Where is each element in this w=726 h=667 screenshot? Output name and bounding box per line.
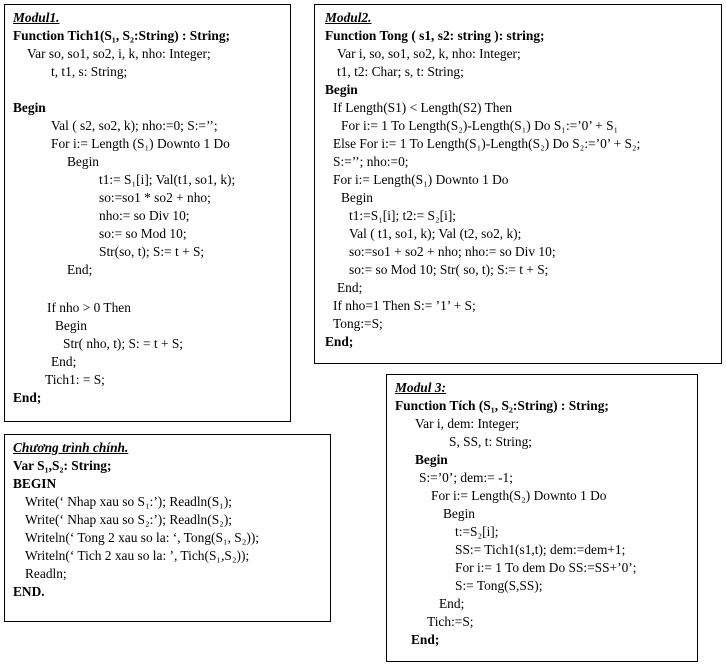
modul2-code-line: If nho=1 Then S:= ’1’ + S;	[333, 298, 476, 313]
modul1-code-line: so:=so1 * so2 + nho;	[99, 190, 211, 205]
modul2-code-line: t1, t2: Char; s, t: String;	[337, 64, 464, 79]
modul2-code-line: For i:= Length(S₁) Downto 1 Do	[333, 172, 509, 187]
modul1-code-line: For i:= Length (S₁) Downto 1 Do	[51, 136, 230, 151]
main-code-line: Writeln(‘ Tich 2 xau so la: ’, Tich(S₁,S₂));	[25, 548, 250, 563]
modul1-code-line: Str(so, t); S:= t + S;	[99, 244, 205, 259]
modul3-code-line: Var i, dem: Integer;	[415, 416, 520, 431]
modul3-heading: Modul 3:	[395, 380, 446, 395]
modul1-code-line: Str( nho, t); S: = t + S;	[63, 336, 184, 351]
modul2-code-line: Val ( t1, so1, k); Val (t2, so2, k);	[349, 226, 522, 241]
modul1-code-line: Begin	[55, 318, 87, 333]
modul1-code-line: t1:= S₁[i]; Val(t1, so1, k);	[99, 172, 236, 187]
main-code-line: Var S₁,S₂: String;	[13, 458, 112, 473]
modul2-code-line: Function Tong ( s1, s2: string ): string;	[325, 28, 545, 43]
modul3-code-line: t:=S₂[i];	[455, 524, 499, 539]
main-code-line: BEGIN	[13, 476, 57, 491]
main-heading: Chương trình chính.	[13, 440, 129, 455]
modul2-code-line: End;	[325, 334, 354, 349]
modul1-code-line: t, t1, s: String;	[51, 64, 128, 79]
modul2-code-line: S:=’’; nho:=0;	[333, 154, 409, 169]
modul2-code-line: Var i, so, so1, so2, k, nho: Integer;	[337, 46, 521, 61]
modul1-code-line: nho:= so Div 10;	[99, 208, 190, 223]
modul3-code-line: Function Tích (S₁, S₂:String) : String;	[395, 398, 609, 413]
modul1-heading: Modul1.	[13, 10, 60, 25]
modul3-code-line: End;	[439, 596, 465, 611]
modul2-code-line: End;	[337, 280, 363, 295]
modul2-box	[314, 4, 722, 364]
modul2-code-line: For i:= 1 To Length(S₂)-Length(S₁) Do S₁:=’0’ + S₁	[341, 118, 619, 133]
modul3-code-line: S:= Tong(S,SS);	[455, 578, 543, 593]
main-code-line: Readln;	[25, 566, 67, 581]
main-code-line: Write(‘ Nhap xau so S₁:’); Readln(S₁);	[25, 494, 233, 509]
modul3-code-line: S, SS, t: String;	[449, 434, 532, 449]
modul3-box	[386, 374, 698, 662]
modul1-box	[4, 4, 291, 422]
modul2-code-line: Else For i:= 1 To Length(S₁)-Length(S₂) Do S₂:=’0’ + S₂;	[333, 136, 641, 151]
modul2-code-line: If Length(S1) < Length(S2) Then	[333, 100, 513, 115]
modul1-code-line: Val ( s2, so2, k); nho:=0; S:=’’;	[51, 118, 218, 133]
modul1-code-line: End;	[51, 354, 77, 369]
modul1-code-line: Function Tich1(S₁, S₂:String) : String;	[13, 28, 230, 43]
main-code-line: Write(‘ Nhap xau so S₂:’); Readln(S₂);	[25, 512, 233, 527]
main-program-box	[4, 434, 331, 622]
modul1-code-line: Tich1: = S;	[45, 372, 105, 387]
modul2-heading: Modul2.	[325, 10, 372, 25]
modul1-code-line: so:= so Mod 10;	[99, 226, 187, 241]
modul1-code-line: Var so, so1, so2, i, k, nho: Integer;	[27, 46, 211, 61]
modul3-code-line: End;	[411, 632, 440, 647]
modul3-code-line: S:=’0’; dem:= -1;	[419, 470, 513, 485]
modul3-code-line: Tich:=S;	[427, 614, 474, 629]
modul1-code-line: End;	[67, 262, 93, 277]
modul3-code-line: Begin	[415, 452, 448, 467]
modul2-code-line: Begin	[325, 82, 358, 97]
main-code-line: END.	[13, 584, 45, 599]
modul1-code-line: If nho > 0 Then	[47, 300, 131, 315]
modul1-code-line: End;	[13, 390, 42, 405]
modul2-code-line: so:=so1 + so2 + nho; nho:= so Div 10;	[349, 244, 556, 259]
modul3-code-line: For i:= Length(S₂) Downto 1 Do	[431, 488, 607, 503]
modul2-code-line: Tong:=S;	[333, 316, 383, 331]
modul1-code-line: Begin	[13, 100, 46, 115]
modul2-code-line: Begin	[341, 190, 373, 205]
main-code-line: Writeln(‘ Tong 2 xau so la: ‘, Tong(S₁, S₂));	[25, 530, 260, 545]
modul1-code-line: Begin	[67, 154, 99, 169]
modul3-code-line: For i:= 1 To dem Do SS:=SS+’0’;	[455, 560, 637, 575]
modul3-code-line: Begin	[443, 506, 475, 521]
modul2-code-line: t1:=S₁[i]; t2:= S₂[i];	[349, 208, 457, 223]
modul3-code-line: SS:= Tich1(s1,t); dem:=dem+1;	[455, 542, 626, 557]
modul2-code-line: so:= so Mod 10; Str( so, t); S:= t + S;	[349, 262, 549, 277]
